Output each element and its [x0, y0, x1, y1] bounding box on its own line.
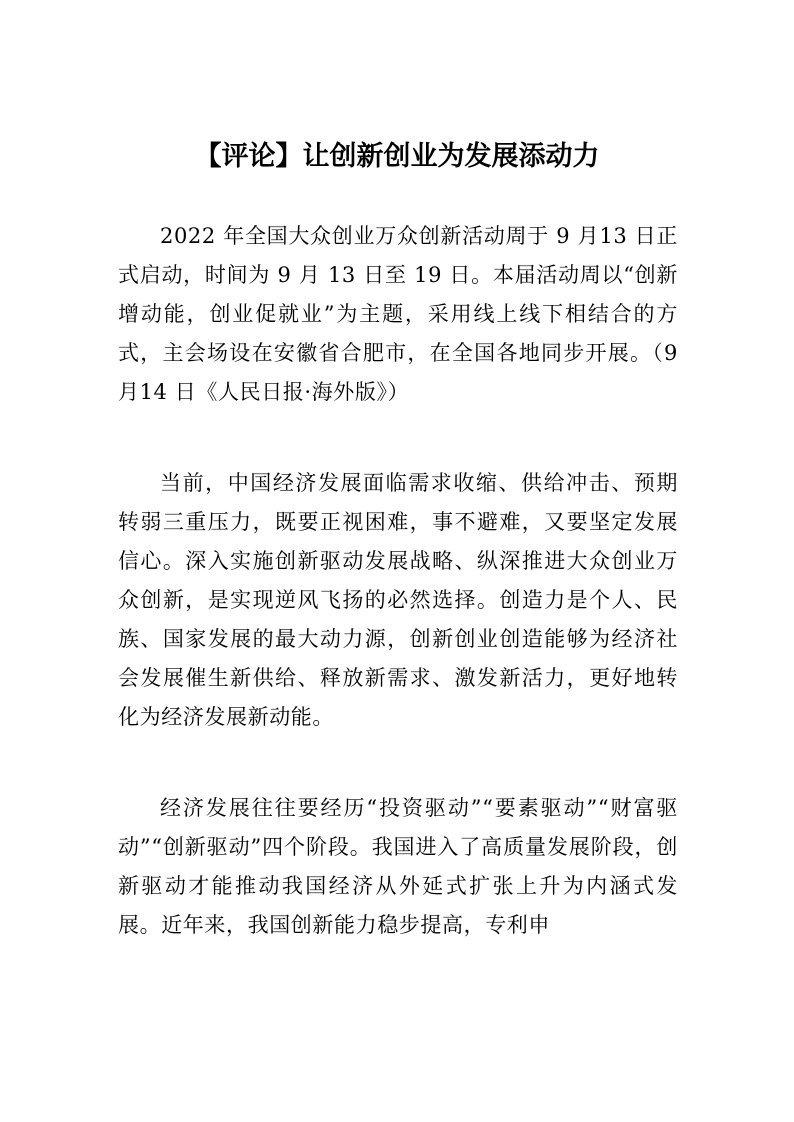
article-title: 【评论】让创新创业为发展添动力 — [194, 141, 600, 172]
paragraph-3: 经济发展往往要经历“投资驱动”“要素驱动”“财富驱动”“创新驱动”四个阶段。我国进入了高质量发展阶段，创新驱动才能推动我国经济从外延式扩张上升为内涵式发展。近年来，我国创新能力稳步提高，专利申 — [118, 796, 678, 937]
article-body — [118, 217, 678, 997]
paragraph-1: 2022 年全国大众创业万众创新活动周于 9 月13 日正式启动，时间为 9 月 13 日至 19 日。本届活动周以“创新增动能，创业促就业”为主题，采用线上线下相结合的方式，主会场设在安徽省合肥市，在全国各地同步开展。（9 月14 日《人民日报·海外版》） — [118, 224, 678, 404]
paragraph-2: 当前，中国经济发展面临需求收缩、供给冲击、预期转弱三重压力，既要正视困难，事不避难，又要坚定发展信心。深入实施创新驱动发展战略、纵深推进大众创业万众创新，是实现逆风飞扬的必然选择。创造力是个人、民族、国家发展的最大动力源，创新创业创造能够为经济社会发展催生新供给、释放新需求、激发新活力，更好地转化为经济发展新动能。 — [118, 471, 678, 729]
